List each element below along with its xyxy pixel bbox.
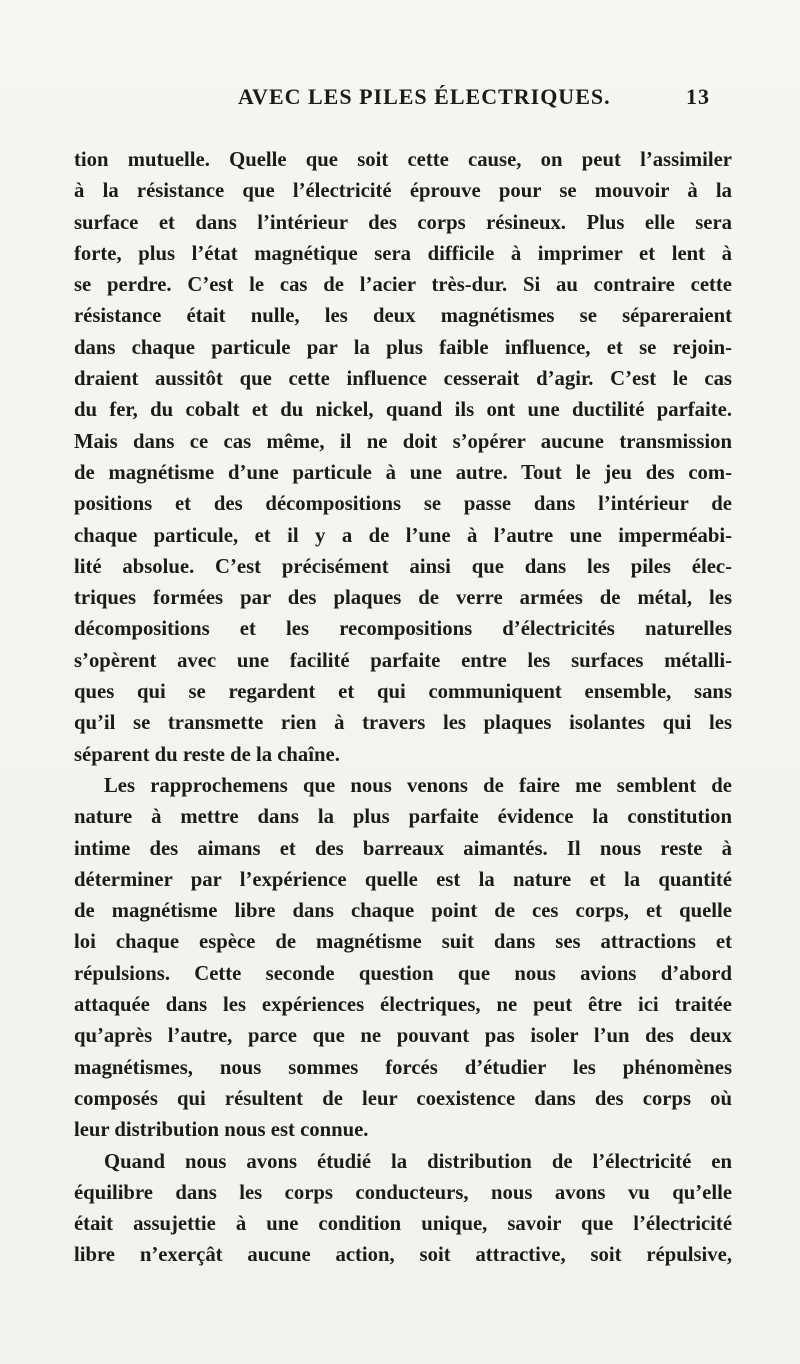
text-line: à la résistance que l’électricité éprouve pour se mouvoir à la <box>74 180 732 203</box>
text-line: résistance était nulle, les deux magnétismes se sépareraient <box>74 305 732 328</box>
paragraph-end-line: leur distribution nous est connue. <box>74 1119 369 1142</box>
text-line: de magnétisme d’une particule à une autre. Tout le jeu des com- <box>74 461 732 484</box>
text-line: libre n’exerçât aucune action, soit attractive, soit répulsive, <box>74 1244 732 1267</box>
text-line: positions et des décompositions se passe dans l’intérieur de <box>74 493 732 516</box>
paragraph-end-line: séparent du reste de la chaîne. <box>74 743 340 766</box>
text-line: lité absolue. C’est précisément ainsi que dans les piles élec- <box>74 555 732 578</box>
text-line: répulsions. Cette seconde question que nous avions d’abord <box>74 962 732 985</box>
text-line: composés qui résultent de leur coexistence dans des corps où <box>74 1087 732 1110</box>
text-line: de magnétisme libre dans chaque point de ces corps, et quelle <box>74 900 732 923</box>
text-line: se perdre. C’est le cas de l’acier très-dur. Si au contraire cette <box>74 274 732 297</box>
text-line: décompositions et les recompositions d’électricités naturelles <box>74 618 732 641</box>
text-line: attaquée dans les expériences électriques, ne peut être ici traitée <box>74 994 732 1017</box>
text-line: draient aussitôt que cette influence cesserait d’agir. C’est le cas <box>74 368 732 391</box>
text-line: surface et dans l’intérieur des corps résineux. Plus elle sera <box>74 211 732 234</box>
text-line: intime des aimans et des barreaux aimantés. Il nous reste à <box>74 837 732 860</box>
text-line: forte, plus l’état magnétique sera difficile à imprimer et lent à <box>74 242 732 265</box>
text-line: magnétismes, nous sommes forcés d’étudier les phénomènes <box>74 1056 732 1079</box>
text-line: qu’après l’autre, parce que ne pouvant pas isoler l’un des deux <box>74 1025 732 1048</box>
text-line: triques formées par des plaques de verre armées de métal, les <box>74 587 732 610</box>
running-head <box>0 84 800 118</box>
page-number: 13 <box>686 84 710 109</box>
text-line: dans chaque particule par la plus faible influence, et se rejoin- <box>74 336 732 359</box>
text-line: Mais dans ce cas même, il ne doit s’opérer aucune transmission <box>74 430 732 453</box>
text-line: nature à mettre dans la plus parfaite évidence la constitution <box>74 806 732 829</box>
text-line: qu’il se transmette rien à travers les plaques isolantes qui les <box>74 712 732 735</box>
text-line: du fer, du cobalt et du nickel, quand ils ont une ductilité parfaite. <box>74 399 732 422</box>
text-line: loi chaque espèce de magnétisme suit dans ses attractions et <box>74 931 732 954</box>
paragraph-start-line: Les rapprochemens que nous venons de faire me semblent de <box>104 774 732 797</box>
text-line: équilibre dans les corps conducteurs, nous avons vu qu’elle <box>74 1181 732 1204</box>
text-line: tion mutuelle. Quelle que soit cette cause, on peut l’assimiler <box>74 149 732 171</box>
text-line: déterminer par l’expérience quelle est la nature et la quantité <box>74 868 732 891</box>
text-line: ques qui se regardent et qui communiquent ensemble, sans <box>74 681 732 704</box>
running-title: AVEC LES PILES ÉLECTRIQUES. <box>238 84 611 109</box>
paragraph-start-line: Quand nous avons étudié la distribution de l’électricité en <box>104 1150 732 1173</box>
body-text <box>74 145 732 1272</box>
text-line: chaque particule, et il y a de l’une à l’autre une imperméabi- <box>74 524 732 547</box>
text-line: était assujettie à une condition unique, savoir que l’électricité <box>74 1213 732 1236</box>
text-line: s’opèrent avec une facilité parfaite entre les surfaces métalli- <box>74 649 732 672</box>
